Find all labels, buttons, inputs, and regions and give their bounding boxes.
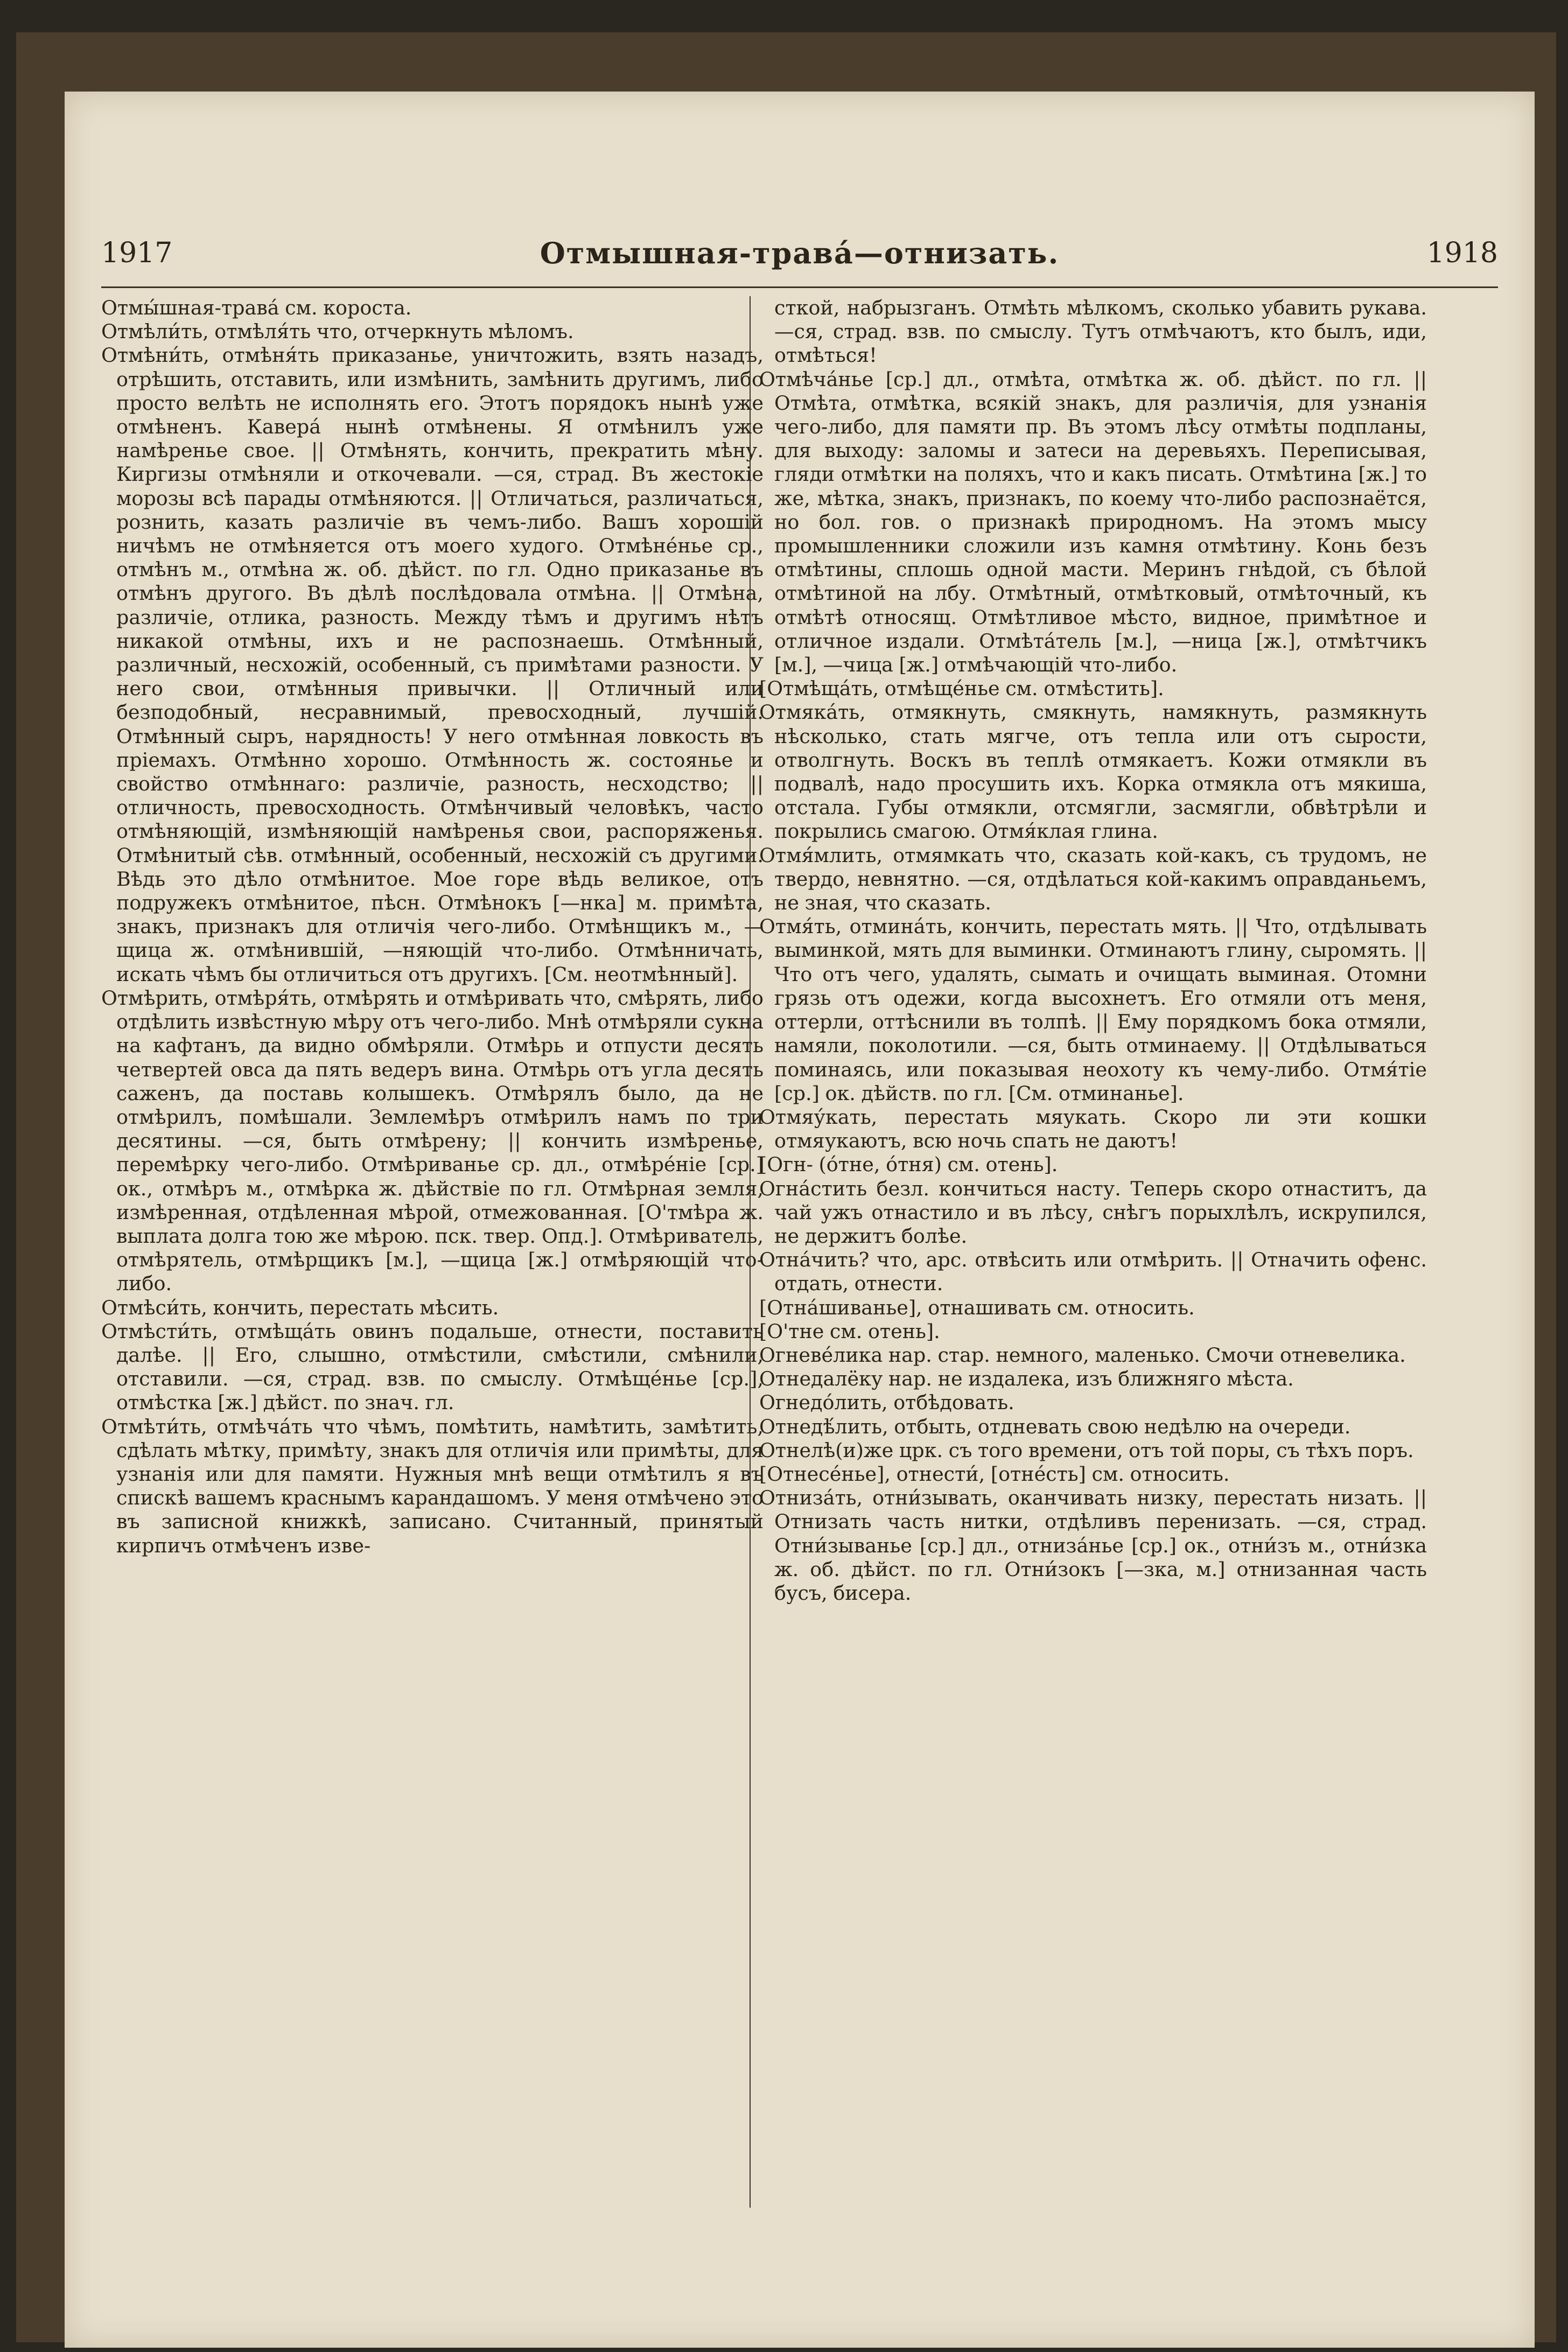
dictionary-entry: Отниза́ть, отни́зывать, оканчивать низку, перестать низать. || Отнизать часть нитки, отдѣливъ перенизать. —ся, страд. Отни́зыванье [ср.] дл., отниза́нье [ср.] ок., отни́зъ м., отни́зка ж. об. дѣйст. по гл. Отни́зокъ [—зка, м.] отнизанная часть бусъ, бисера. — [759, 1486, 1427, 1605]
dictionary-entry: Отмѣли́ть, отмѣля́ть что, отчеркнуть мѣломъ. — [101, 320, 574, 344]
page-title: Отмышная-трава́—отнизать. — [540, 236, 1060, 270]
dictionary-entry: Отмѣрить, отмѣря́ть, отмѣрять и отмѣривать что, смѣрять, либо отдѣлить извѣстную мѣру отъ чего-либо. Мнѣ отмѣряли сукна на кафтанъ, да видно обмѣряли. Отмѣрь и отпусти десять четвертей овса да пять ведеръ вина. Отмѣрь отъ угла десять саженъ, да поставь колышекъ. Отмѣрялъ было, да не отмѣрилъ, помѣшали. Землемѣръ отмѣрилъ намъ по три десятины. —ся, быть отмѣрену; || кончить измѣренье, перемѣрку чего-либо. Отмѣриванье ср. дл., отмѣре́ніе [ср.] ок., отмѣръ м., отмѣрка ж. дѣйствіе по гл. Отмѣрная земля, измѣренная, отдѣленная мѣрой, отмежованная. [О'тмѣра ж. выплата долга тою же мѣрою. пск. твер. Опд.]. Отмѣриватель, отмѣрятель, отмѣрщикъ [м.], —щица [ж.] отмѣряющій что-либо. — [101, 986, 764, 1296]
dictionary-entry: Отнедѣ́лить, отбыть, отдневать свою недѣлю на очереди. — [759, 1415, 1351, 1438]
dictionary-entry: Отна́чить? что, арс. отвѣсить или отмѣрить. || Отначить офенс. отдать, отнести. — [759, 1248, 1427, 1296]
left-column — [101, 296, 764, 1558]
dictionary-entry: Отмя́млить, отмямкать что, сказать кой-какъ, съ трудомъ, не твердо, невнятно. —ся, отдѣлаться кой-какимъ оправданьемъ, не зная, что сказать. — [759, 843, 1427, 915]
right-column — [759, 296, 1427, 1605]
page-number-right: 1918 — [1426, 237, 1498, 269]
dictionary-entry: Отмя́ть, отмина́ть, кончить, перестать мять. || Что, отдѣлывать выминкой, мять для выминки. Отминаютъ глину, сыромять. || Что отъ чего, удалять, сымать и очищать выминая. Отомни грязь отъ одежи, когда высохнетъ. Его отмяли отъ меня, оттерли, оттѣснили въ толпѣ. || Ему порядкомъ бока отмяли, намяли, поколотили. —ся, быть отминаему. || Отдѣлываться поминаясь, или показывая неохоту къ чему-либо. Отмя́тіе [ср.] ок. дѣйств. по гл. [См. отминанье]. — [759, 915, 1427, 1105]
column-divider — [750, 296, 751, 2208]
dictionary-entry: Огневе́лика нар. стар. немного, маленько. Смочи отневелика. — [759, 1343, 1406, 1367]
page-header — [101, 232, 1498, 275]
dictionary-entry: Отмы́шная-трава́ см. короста. — [101, 296, 412, 319]
dictionary-entry: [Отна́шиванье], отнашивать см. относить. — [759, 1296, 1195, 1319]
page-number-left: 1917 — [101, 237, 173, 269]
dictionary-entry: Отмѣни́ть, отмѣня́ть приказанье, уничтожить, взять назадъ, отрѣшить, отставить, или измѣнить, замѣнить другимъ, либо просто велѣть не исполнять его. Этотъ порядокъ нынѣ уже отмѣненъ. Каверá нынѣ отмѣнены. Я отмѣнилъ уже намѣренье свое. || Отмѣнять, кончить, прекратить мѣну. Киргизы отмѣняли и откочевали. —ся, страд. Въ жестокіе морозы всѣ парады отмѣняются. || Отличаться, различаться, рознить, казать различіе въ чемъ-либо. Вашъ хорошій ничѣмъ не отмѣняется отъ моего худого. Отмѣне́нье ср., отмѣнъ м., отмѣна ж. об. дѣйст. по гл. Одно приказанье въ отмѣнъ другого. Въ дѣлѣ послѣдовала отмѣна. || Отмѣна, различіе, отлика, разность. Между тѣмъ и другимъ нѣтъ никакой отмѣны, ихъ и не распознаешь. Отмѣнный, различный, несхожій, особенный, съ примѣтами разности. У него свои, отмѣнныя привычки. || Отличный или безподобный, несравнимый, превосходный, лучшій. Отмѣнный сыръ, нарядность! У него отмѣнная ловкость въ пріемахъ. Отмѣнно хорошо. Отмѣнность ж. состоянье и свойство отмѣннаго: различіе, разность, несходство; || отличность, превосходность. Отмѣнчивый человѣкъ, часто отмѣняющій, измѣняющій намѣренья свои, распоряженья. Отмѣнитый сѣв. отмѣнный, особенный, несхожій съ другими. Вѣдь это дѣло отмѣнитое. Мое горе вѣдь великое, отъ подружекъ отмѣнитое, пѣсн. Отмѣнокъ [—нка] м. примѣта, знакъ, признакъ для отличія чего-либо. Отмѣнщикъ м., —щица ж. отмѣнившій, —няющій что-либо. Отмѣнничать, искать чѣмъ бы отличиться отъ другихъ. [См. неотмѣнный]. — [101, 344, 764, 986]
dictionary-entry: [Огн- (о́тне, о́тня) см. отень]. — [759, 1153, 1058, 1177]
dictionary-entry: [Отнесе́нье], отнести́, [отне́сть] см. относить. — [759, 1462, 1230, 1486]
dictionary-entry: Отмѣсти́ть, отмѣща́ть овинъ подальше, отнести, поставить далѣе. || Его, слышно, отмѣстили, смѣстили, смѣнили, отставили. —ся, страд. взв. по смыслу. Отмѣще́нье [ср.], отмѣстка [ж.] дѣйст. по знач. гл. — [101, 1319, 764, 1415]
dictionary-entry: Отмѣти́ть, отмѣча́ть что чѣмъ, помѣтить, намѣтить, замѣтить, сдѣлать мѣтку, примѣту, знакъ для отличія или примѣты, для узнанія или для памяти. Нужныя мнѣ вещи отмѣтилъ я въ спискѣ вашемъ краснымъ карандашомъ. У меня отмѣчено это въ записной книжкѣ, записано. Считанный, принятый кирпичъ отмѣченъ изве- — [101, 1415, 764, 1557]
page — [65, 92, 1535, 2348]
dictionary-entry: [О'тне см. отень]. — [759, 1319, 940, 1343]
dictionary-entry: Отмяка́ть, отмякнуть, смякнуть, намякнуть, размякнуть нѣсколько, стать мягче, отъ тепла или отъ сырости, отволгнуть. Воскъ въ теплѣ отмякаетъ. Кожи отмякли въ подвалѣ, надо просушить ихъ. Корка отмякла отъ мякиша, отстала. Губы отмякли, отсмягли, засмягли, обвѣтрѣли и покрылись смагою. Отмя́клая глина. — [759, 701, 1427, 843]
dictionary-entry: Отмѣча́нье [ср.] дл., отмѣта, отмѣтка ж. об. дѣйст. по гл. || Отмѣта, отмѣтка, всякій знакъ, для различія, для узнанія чего-либо, для памяти пр. Въ этомъ лѣсу отмѣты подпланы, для выходу: заломы и затеси на деревьяхъ. Переписывая, гляди отмѣтки на поляхъ, что и какъ писать. Отмѣтина [ж.] то же, мѣтка, знакъ, признакъ, по коему что-либо распознаётся, но бол. гов. о признакѣ природномъ. На этомъ мысу промышленники сложили изъ камня отмѣтину. Конь безъ отмѣтины, сплошь одной масти. Меринъ гнѣдой, съ бѣлой отмѣтиной на лбу. Отмѣтный, отмѣтковый, отмѣточный, къ отмѣтѣ относящ. Отмѣтливое мѣсто, видное, примѣтное и отличное издали. Отмѣта́тель [м.], —ница [ж.], отмѣтчикъ [м.], —чица [ж.] отмѣчающій что-либо. — [759, 367, 1427, 677]
dictionary-entry: сткой, набрызганъ. Отмѣть мѣлкомъ, сколько убавить рукава. —ся, страд. взв. по смыслу. Тутъ отмѣчаютъ, кто былъ, иди, отмѣться! — [774, 296, 1427, 367]
dictionary-entry: Отмѣси́ть, кончить, перестать мѣсить. — [101, 1296, 499, 1319]
dictionary-entry: Отмяу́кать, перестать мяукать. Скоро ли эти кошки отмяукаютъ, всю ночь спать не даютъ! — [759, 1105, 1427, 1153]
dictionary-entry: Отнедалёку нар. не издалека, изъ ближняго мѣста. — [759, 1367, 1294, 1391]
dictionary-entry: Отнелѣ(и)же црк. съ того времени, отъ той поры, съ тѣхъ поръ. — [759, 1438, 1414, 1462]
dictionary-entry: [Отмѣща́ть, отмѣще́нье см. отмѣстить]. — [759, 677, 1164, 701]
dictionary-entry: Огнедо́лить, отбѣдовать. — [759, 1391, 1014, 1415]
header-rule — [101, 286, 1498, 288]
dictionary-entry: Огна́стить безл. кончиться насту. Теперь скоро отнаститъ, да чай ужъ отнастило и въ лѣсу, снѣгъ порыхлѣлъ, искрупился, не держитъ болѣе. — [759, 1177, 1427, 1248]
book-binding — [16, 32, 1556, 2342]
